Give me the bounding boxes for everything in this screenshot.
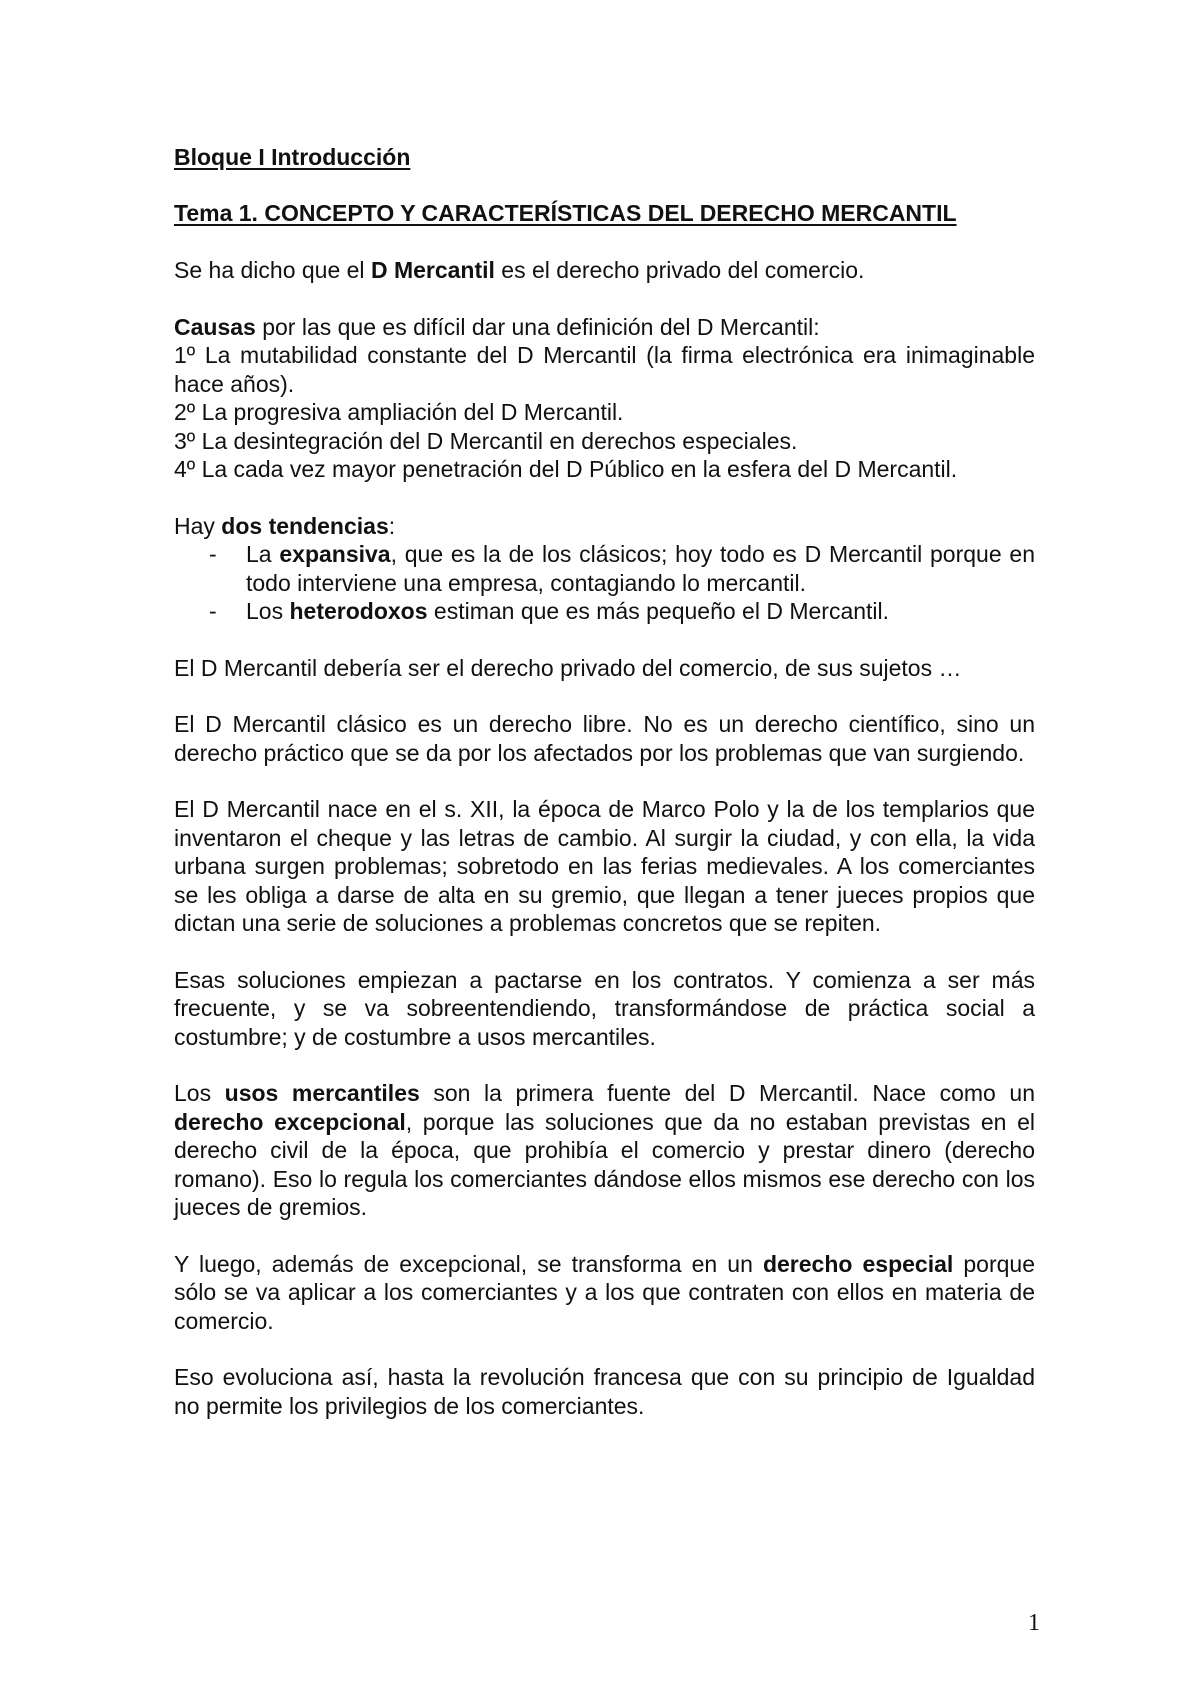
topic-title: Tema 1. CONCEPTO Y CARACTERÍSTICAS DEL DERECHO MERCANTIL [174, 199, 957, 226]
paragraph-text: , porque las soluciones que da no estaban previstas en el derecho civil de la época, que prohibía el comercio y prestar dinero (derecho romano). Eso lo regula los comerciantes dándose ellos mismos ese derecho con los jueces de gremios. [174, 1108, 1035, 1220]
bold-term: derecho excepcional [174, 1108, 406, 1135]
causes-lead-text: por las que es difícil dar una definición del D Mercantil: [255, 313, 820, 340]
intro-text-post: es el derecho privado del comercio. [494, 257, 865, 283]
paragraph-text: porque sólo se va aplicar a los comerciantes y a los que contraten con ellos en materia de comercio. [174, 1250, 1035, 1334]
bold-term: usos mercantiles [224, 1080, 420, 1106]
cause-item: 3º La desintegración del D Mercantil en derechos especiales. [174, 427, 798, 454]
paragraph [174, 1079, 1035, 1222]
causes-section [174, 313, 1035, 484]
cause-item: 2º La progresiva ampliación del D Mercantil. [174, 399, 624, 425]
intro-paragraph [174, 256, 1035, 285]
list-item-bold: heterodoxos [289, 598, 428, 624]
tendencies-lead-post: : [388, 512, 396, 539]
paragraph-text: Los [174, 1080, 225, 1106]
intro-bold-term: D Mercantil [370, 257, 495, 283]
list-item-pre: La [246, 541, 280, 567]
list-item-bold: expansiva [279, 541, 391, 567]
cause-item: 4º La cada vez mayor penetración del D Público en la esfera del D Mercantil. [174, 456, 958, 482]
tendencies-bold-term: dos tendencias [221, 512, 389, 539]
intro-text-pre: Se ha dicho que el [174, 257, 371, 283]
list-item [174, 540, 1035, 597]
tendencies-section [174, 512, 1035, 626]
causes-lead [174, 313, 1035, 342]
tendencies-lead-pre: Hay [174, 512, 222, 539]
tendencies-list [174, 540, 1035, 626]
document-body [174, 143, 1035, 1448]
paragraph: Eso evoluciona así, hasta la revolución francesa que con su principio de Igualdad no permite los privilegios de los comerciantes. [174, 1364, 1035, 1419]
causes-bold-term: Causas [174, 313, 256, 340]
list-item-post: estiman que es más pequeño el D Mercantil. [427, 598, 890, 624]
paragraph-text: son la primera fuente del D Mercantil. Nace como un [419, 1080, 1036, 1106]
block-title: Bloque I Introducción [174, 144, 411, 170]
cause-item: 1º La mutabilidad constante del D Mercantil (la firma electrónica era inimaginable hace años). [174, 342, 1035, 397]
page-number: 1 [1028, 1610, 1040, 1636]
paragraph: El D Mercantil nace en el s. XII, la época de Marco Polo y la de los templarios que inventaron el cheque y las letras de cambio. Al surgir la ciudad, y con ella, la vida urbana surgen problemas; sobretodo en las ferias medievales. A los comerciantes se les obliga a darse de alta en su gremio, que llegan a tener jueces propios que dictan una serie de soluciones a problemas concretos que se repiten. [174, 796, 1035, 936]
list-item-post: , que es la de los clásicos; hoy todo es D Mercantil porque en todo interviene una empresa, contagiando lo mercantil. [246, 541, 1035, 596]
paragraph-text: Y luego, además de excepcional, se transforma en un [174, 1250, 763, 1277]
paragraph: El D Mercantil clásico es un derecho libre. No es un derecho científico, sino un derecho práctico que se da por los afectados por los problemas que van surgiendo. [174, 711, 1035, 766]
list-item-pre: Los [246, 598, 290, 624]
paragraph: Esas soluciones empiezan a pactarse en los contratos. Y comienza a ser más frecuente, y se va sobreentendiendo, transformándose de práctica social a costumbre; y de costumbre a usos mercantiles. [174, 966, 1035, 1050]
tendencies-lead [174, 512, 1035, 541]
list-item [174, 597, 1035, 626]
paragraph: El D Mercantil debería ser el derecho privado del comercio, de sus sujetos … [174, 654, 962, 681]
bold-term: derecho especial [762, 1250, 954, 1277]
paragraph [174, 1250, 1035, 1336]
